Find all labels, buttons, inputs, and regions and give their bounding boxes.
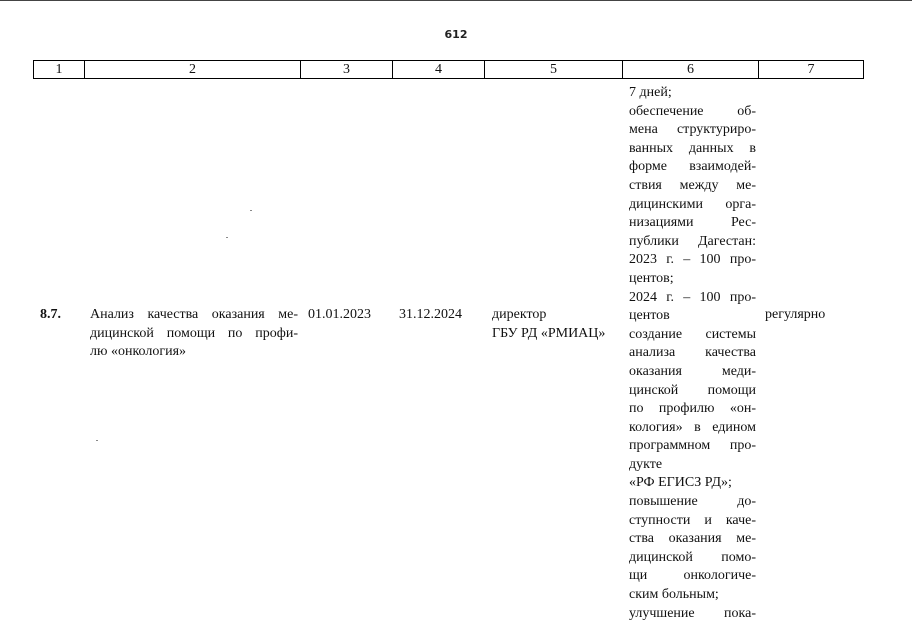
result-line: 7 дней; (629, 85, 672, 100)
activity-name-line: дицинской помощи по профи- (90, 325, 298, 341)
row-periodicity: регулярно (765, 307, 826, 322)
header-col-3: 3 (300, 61, 392, 78)
result-line: щи онкологиче- (629, 568, 756, 584)
table-header-row (33, 60, 864, 79)
activity-name-line: лю «онкология» (90, 344, 187, 360)
result-line: дицинской помо- (629, 549, 756, 565)
scan-speck (226, 237, 228, 238)
result-line: ства оказания ме- (629, 531, 756, 547)
result-line: 2024 г. – 100 про- (629, 289, 756, 305)
result-line: улучшение пока- (629, 605, 756, 621)
result-line: программном про- (629, 438, 756, 454)
header-col-5: 5 (484, 61, 622, 78)
result-line: цинской помощи (629, 382, 756, 398)
header-col-2: 2 (84, 61, 300, 78)
result-line: форме взаимодей- (629, 159, 756, 175)
header-col-1: 1 (33, 61, 84, 78)
result-line: ступности и каче- (629, 512, 756, 528)
scan-speck (250, 210, 252, 211)
result-line: создание системы (629, 326, 756, 342)
result-line: ванных данных в (629, 140, 756, 156)
row-responsible (492, 306, 624, 343)
result-line: ствия между ме- (629, 177, 756, 193)
row-start-date: 01.01.2023 (308, 307, 371, 322)
header-col-6: 6 (622, 61, 758, 78)
top-border-line (0, 0, 912, 1)
result-line: низациями Рес- (629, 215, 756, 231)
result-line: дукте (629, 456, 663, 472)
header-col-7: 7 (758, 61, 864, 78)
result-line: дицинскими орга- (629, 196, 756, 212)
row-expected-result (629, 84, 756, 623)
result-line: по профилю «он- (629, 401, 756, 417)
result-line: анализа качества (629, 345, 756, 361)
result-line: обеспечение об- (629, 103, 756, 119)
result-line: мена структуриро- (629, 122, 756, 138)
result-line: оказания меди- (629, 363, 756, 379)
responsible-line: ГБУ РД «РМИАЦ» (492, 325, 606, 341)
result-line: повышение до- (629, 494, 756, 510)
page-number: 612 (444, 28, 468, 41)
header-col-4: 4 (392, 61, 484, 78)
result-line: «РФ ЕГИСЗ РД»; (629, 475, 732, 491)
result-line: публики Дагестан: (629, 233, 756, 249)
scan-speck (96, 440, 98, 441)
result-line: 2023 г. – 100 про- (629, 252, 756, 268)
result-line: центов; (629, 270, 674, 286)
result-line: кология» в едином (629, 419, 756, 435)
activity-name-line: Анализ качества оказания ме- (90, 307, 298, 322)
result-line: ским больным; (629, 587, 719, 603)
responsible-line: директор (492, 307, 547, 322)
result-line: центов (629, 308, 670, 324)
row-activity-name (90, 306, 298, 362)
row-number: 8.7. (40, 307, 61, 322)
row-end-date: 31.12.2024 (399, 307, 462, 322)
